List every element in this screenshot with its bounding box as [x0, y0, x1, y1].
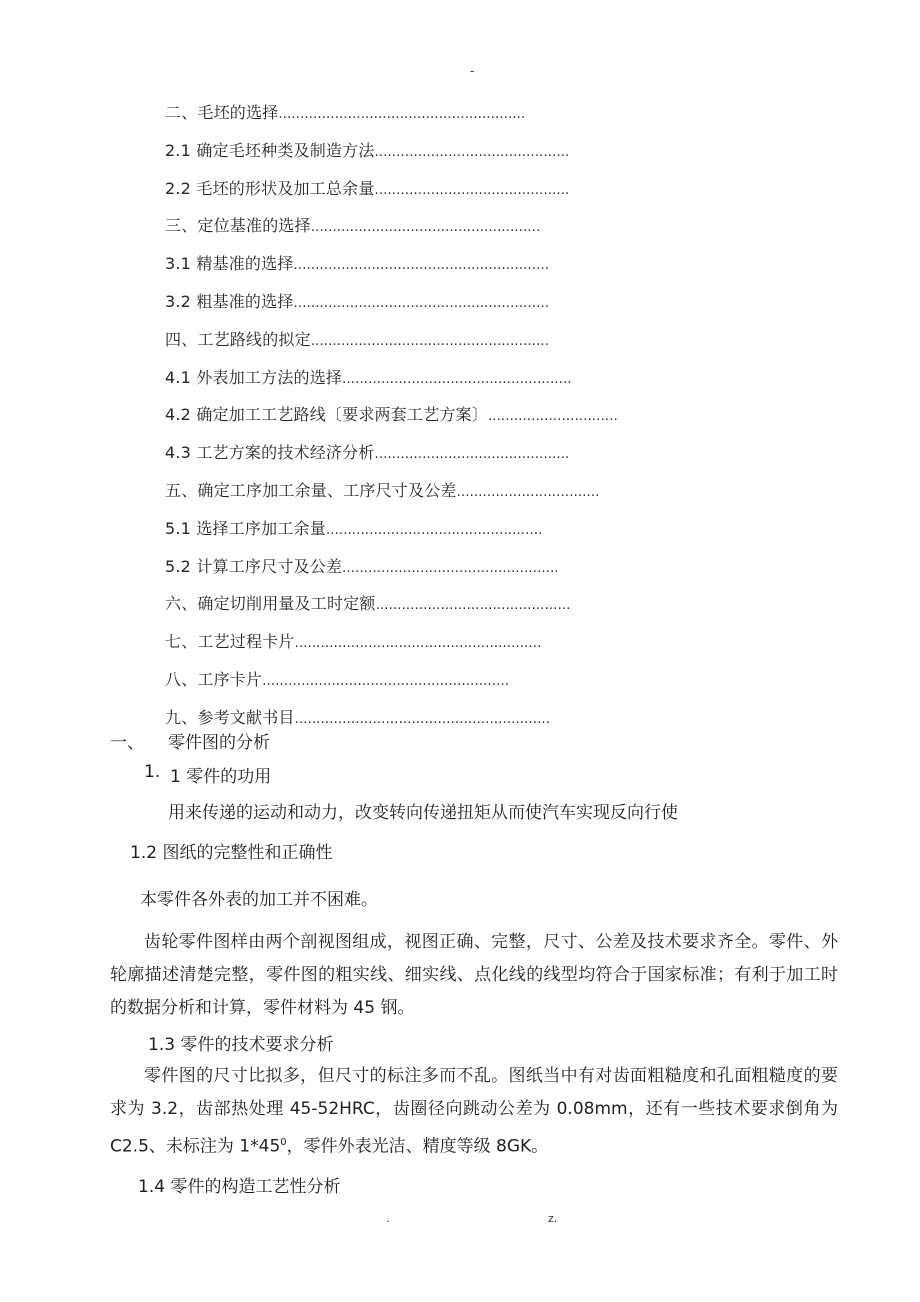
toc-entry-label: 二、毛坯的选择: [165, 103, 279, 122]
toc-entry-leader: ...........................................................: [293, 258, 550, 274]
toc-entry: [165, 327, 549, 350]
toc-entry-label: 3.2 粗基准的选择: [165, 292, 294, 311]
toc-entry: [165, 478, 600, 501]
subsection-1-1-text: 用来传递的运动和动力，改变转向传递扭矩从而使汽车实现反向行使: [168, 803, 678, 823]
toc-entry-leader: .............................................: [375, 598, 571, 614]
toc-entry-label: 3.1 精基准的选择: [165, 254, 294, 274]
subsection-1-1-title: 1 零件的功用: [170, 767, 272, 787]
toc-entry: [165, 213, 540, 236]
toc-entry-leader: .........................................................: [294, 636, 542, 652]
toc-entry: [165, 554, 559, 577]
toc-entry-leader: .........................................................: [278, 107, 526, 122]
subsection-1-4-title: 1.4 零件的构造工艺性分析: [138, 1177, 341, 1197]
degree-superscript: 0: [280, 1137, 287, 1148]
toc-entry-label: 4.1 外表加工方法的选择: [165, 367, 343, 387]
toc-entry: [165, 667, 509, 690]
toc-entry-label: 2.1 确定毛坯种类及制造方法: [165, 140, 375, 160]
toc-entry: [165, 176, 570, 199]
toc-entry-leader: .....................................................: [342, 371, 572, 387]
toc-entry: [165, 629, 542, 652]
toc-entry-label: 5.2 计算工序尺寸及公差: [165, 556, 343, 576]
toc-entry-leader: .......................................................: [310, 333, 550, 349]
toc-entry-leader: .............................................: [374, 447, 570, 463]
toc-entry: [165, 100, 525, 123]
toc-entry: [165, 440, 570, 463]
toc-entry-leader: .................................: [456, 485, 600, 500]
toc-entry-leader: ...........................................................: [294, 711, 551, 727]
header-mark: -: [470, 64, 475, 78]
toc-entry-leader: .............................................: [374, 182, 570, 198]
toc-entry-label: 4.3 工艺方案的技术经济分析: [165, 443, 375, 463]
toc-entry: [165, 251, 549, 274]
toc-entry-label: 八、工序卡片: [165, 670, 263, 689]
toc-entry-leader: .....................................................: [310, 220, 541, 236]
toc-entry-label: 5.1 选择工序加工余量: [165, 518, 326, 538]
toc-entry-label: 五、确定工序加工余量、工序尺寸及公差: [165, 481, 457, 500]
subsection-1-3-text-main: 零件图的尺寸比拟多，但尺寸的标注多而不乱。图纸当中有对齿面粗糙度和孔面粗糙度的要求为 3.2，齿部热处理 45-52HRC，齿圈径向跳动公差为 0.08mm，还有一些技术要求倒角为 C2.5、未标注为 1*45: [110, 1066, 838, 1157]
subsection-1-2-title: 1.2 图纸的完整性和正确性: [130, 843, 333, 863]
toc-entry-leader: .........................................................: [262, 674, 510, 689]
toc-entry-leader: .............................................: [374, 144, 570, 160]
toc-entry-label: 4.2 确定加工工艺路线〔要求两套工艺方案〕: [165, 405, 488, 425]
toc-entry-leader: ...........................................................: [293, 296, 550, 311]
subsection-1-2-text-2: 齿轮零件图样由两个剖视图组成，视图正确、完整，尺寸、公差及技术要求齐全。零件、外轮廓描述清楚完整，零件图的粗实线、细实线、点化线的线型均符合于国家标准；有利于加工时的数据分析和计算，零件材料为 45 钢。: [110, 932, 838, 1018]
toc-entry: [165, 138, 570, 161]
toc-entry-label: 三、定位基准的选择: [165, 216, 311, 236]
toc-entry: [165, 402, 618, 425]
section-1-title: 零件图的分析: [168, 733, 270, 753]
subsection-1-3-title: 1.3 零件的技术要求分析: [148, 1035, 334, 1055]
toc-entry-label: 六、确定切削用量及工时定额: [165, 594, 376, 614]
subsection-1-2-text-1: 本零件各外表的加工并不困难。: [140, 890, 378, 910]
toc-entry-label: 九、参考文献书目: [165, 707, 295, 727]
toc-entry: [165, 591, 571, 614]
toc-entry-label: 四、工艺路线的拟定: [165, 329, 311, 349]
section-1-number: 一、: [110, 733, 144, 753]
toc-entry: [165, 516, 543, 539]
toc-entry: [165, 705, 550, 728]
subsection-1-3-text-end: ，零件外表光洁、精度等级 8GK。: [286, 1136, 549, 1157]
toc-entry-leader: ..................................................: [325, 522, 543, 538]
toc-entry: [165, 365, 572, 388]
toc-entry-label: 七、工艺过程卡片: [165, 632, 295, 652]
footer-right: z.: [548, 1212, 558, 1225]
footer-left: .: [386, 1212, 390, 1225]
toc-entry-label: 2.2 毛坯的形状及加工总余量: [165, 178, 375, 198]
subsection-1-3-text: [110, 1060, 838, 1164]
toc-entry-leader: ..................................................: [342, 560, 559, 576]
toc-entry-leader: ..............................: [487, 409, 618, 425]
subsection-1-1-number: 1.: [144, 762, 161, 782]
toc-entry: [165, 289, 549, 312]
